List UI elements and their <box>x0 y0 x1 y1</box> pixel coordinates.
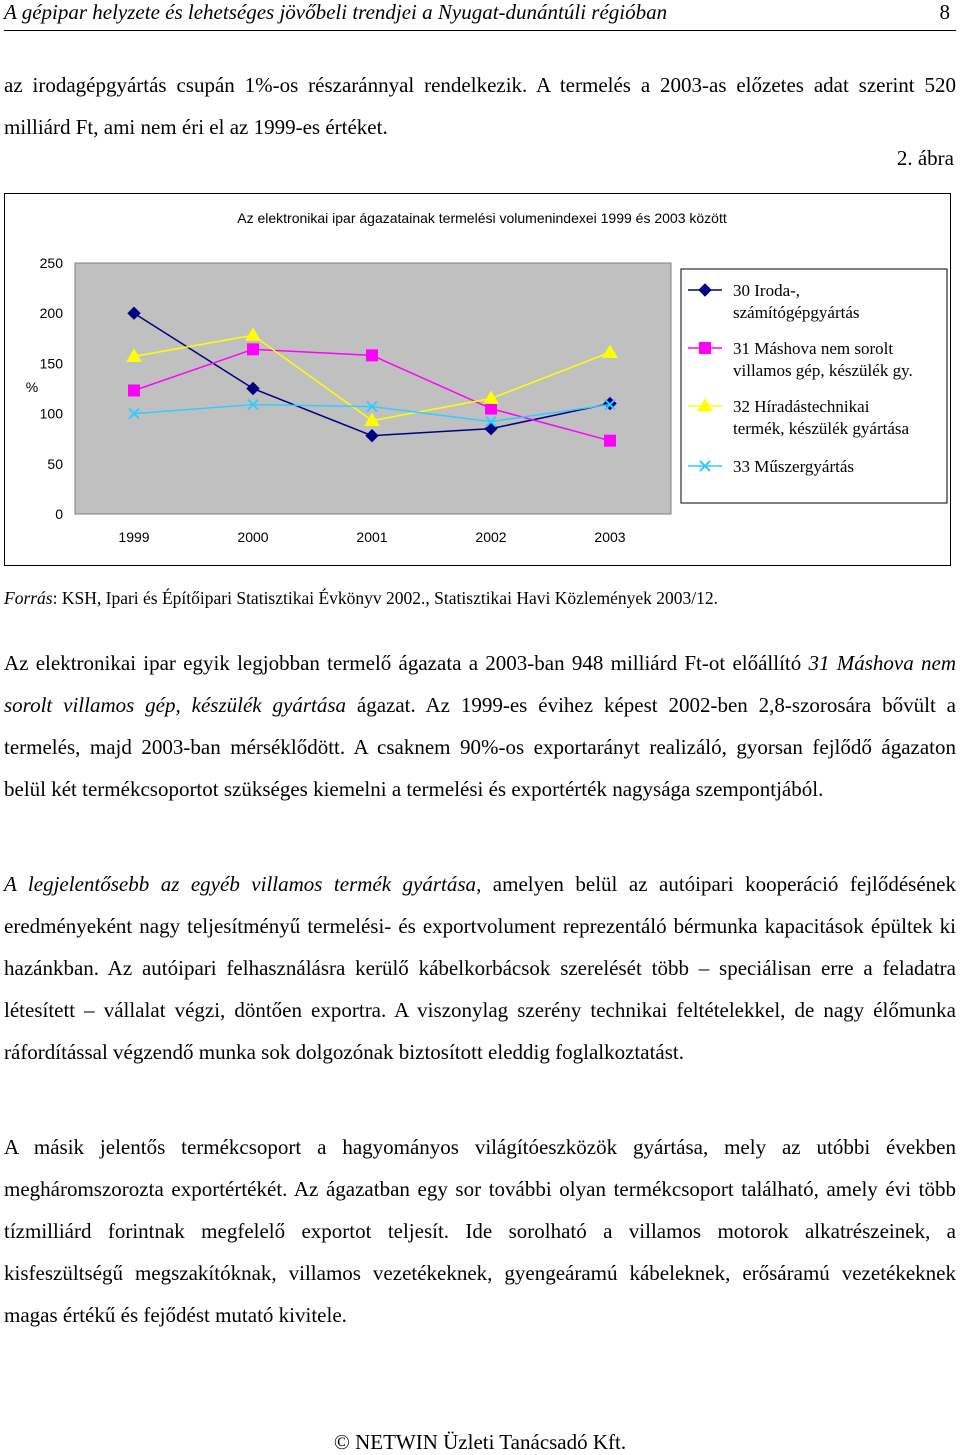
intro-paragraph: az irodagépgyártás csupán 1%-os részaránnyal rendelkezik. A termelés a 2003-as előzetes adat szerint 520 milliárd Ft, ami nem éri el az 1999-es értéket. <box>4 73 956 139</box>
x-tick-label: 2002 <box>475 529 507 545</box>
legend-label: 31 Máshova nem sorolt <box>733 339 894 358</box>
x-tick-label: 2001 <box>356 529 388 545</box>
y-tick-label: 150 <box>39 355 63 372</box>
x-tick-label: 1999 <box>118 529 150 545</box>
x-tick-label: 2003 <box>594 529 626 545</box>
data-point <box>129 385 140 396</box>
running-header <box>4 0 956 31</box>
source-label: Forrás <box>4 588 53 608</box>
footer-copyright: © NETWIN Üzleti Tanácsadó Kft. <box>333 1430 627 1454</box>
legend-label: villamos gép, készülék gy. <box>733 361 913 380</box>
paragraph-1 <box>4 642 956 810</box>
data-point <box>605 435 616 446</box>
data-point <box>367 350 378 361</box>
data-point <box>486 403 497 414</box>
paragraph-2 <box>4 863 956 1073</box>
source-text: : KSH, Ipari és Építőipari Statisztikai Évkönyv 2002., Statisztikai Havi Közlemények 2003/12. <box>52 588 719 608</box>
page-number: 8 <box>939 0 950 24</box>
y-axis-label: % <box>25 379 39 395</box>
y-tick-label: 0 <box>55 506 63 522</box>
legend-label: 32 Híradástechnikai <box>733 397 870 416</box>
y-tick-label: 50 <box>47 455 63 472</box>
paragraph-1-italic: 31 Máshova nem sorolt villamos gép, készülék gyártása <box>4 651 956 717</box>
plot-area <box>75 263 671 514</box>
legend-label: számítógépgyártás <box>733 303 860 322</box>
data-point <box>248 344 259 355</box>
legend-marker <box>700 343 711 354</box>
paragraph-1-part2: ágazat. Az 1999-es évihez képest 2002-ben 2,8-szorosára bővült a termelés, majd 2003-ban mérséklődött. A csaknem 90%-os exportarányt realizáló, gyorsan fejlődő ágazaton belül két termékcsoportot szükséges kiemelni a termelési és exportérték nagysága szempontjából. <box>4 693 956 801</box>
x-tick-label: 2000 <box>237 529 269 545</box>
paragraph-1-part1: Az elektronikai ipar egyik legjobban termelő ágazata a 2003-ban 948 milliárd Ft-ot előállító <box>4 651 809 675</box>
y-tick-label: 250 <box>39 255 63 271</box>
legend-label: termék, készülék gyártása <box>733 419 910 438</box>
line-chart <box>5 194 950 565</box>
paragraph-2-part1: , amelyen belül az autóipari kooperáció fejlődésének eredményeként nagy teljesítményű termelési- és exportvolument reprezentáló bérmunka kapacitások épültek ki hazánkban. Az autóipari felhasználásra kerülő kábelkorbácsok szerelését több – speciálisan erre a feladatra létesített – vállalat végzi, döntően exportra. A viszonylag szerény technikai feltételekkel, de nagy élőmunka ráfordítással végzendő munka sok dolgozónak biztosított eleddig foglalkoztatást. <box>4 872 956 1064</box>
legend-label: 30 Iroda-, <box>733 281 801 300</box>
y-tick-label: 100 <box>39 405 63 422</box>
chart-container <box>4 193 951 566</box>
figure-label: 2. ábra <box>896 146 954 170</box>
legend-label: 33 Műszergyártás <box>733 457 855 476</box>
paragraph-3: A másik jelentős termékcsoport a hagyományos világítóeszközök gyártása, mely az utóbbi években megháromszorozta exportértékét. Az ágazatban egy sor további olyan termékcsoport található, amely évi több tízmilliárd forintnak megfelelő exportot teljesít. Ide sorolható a villamos motorok alkatrészeinek, a kisfeszültségű megszakítóknak, villamos vezetékeknek, gyengeáramú kábeleknek, erősáramú vezetékeknek magas értékű és fejődést mutató kivitele. <box>4 1135 956 1327</box>
source-note <box>4 588 718 609</box>
chart-title: Az elektronikai ipar ágazatainak termelési volumenindexei 1999 és 2003 között <box>237 210 727 226</box>
y-tick-label: 200 <box>39 305 63 322</box>
header-title: A gépipar helyzete és lehetséges jövőbeli trendjei a Nyugat-dunántúli régióban <box>4 0 668 24</box>
paragraph-2-italic: A legjelentősebb az egyéb villamos termék gyártása <box>4 872 477 896</box>
